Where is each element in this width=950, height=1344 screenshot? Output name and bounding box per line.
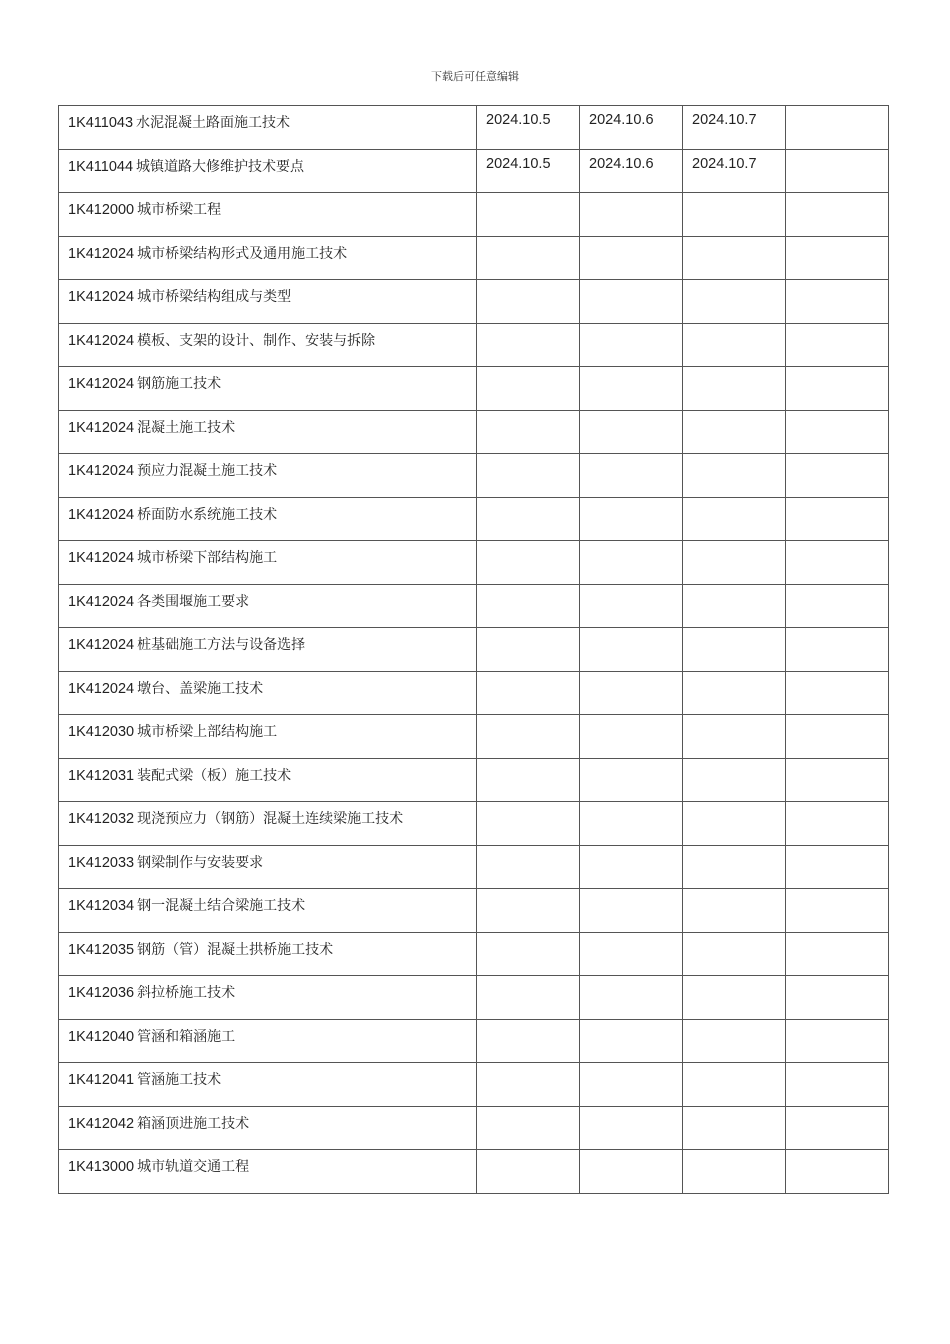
topic-title: 城镇道路大修维护技术要点: [136, 158, 305, 175]
topic-title: 城市桥梁结构组成与类型: [137, 289, 292, 305]
date-cell-3: [683, 1106, 786, 1150]
topic-code: 1K412033: [68, 854, 135, 871]
date-cell-2: [580, 1063, 683, 1107]
blank-cell: [786, 454, 889, 498]
date-cell-2: [580, 541, 683, 585]
date-cell-1: [477, 845, 580, 889]
topic-code: 1K412042: [68, 1115, 135, 1132]
topic-cell: [59, 454, 477, 498]
topic-cell: [59, 323, 477, 367]
date-cell-2: [580, 628, 683, 672]
topic-title: 城市桥梁结构形式及通用施工技术: [137, 245, 348, 262]
topic-cell: [59, 367, 477, 411]
topic-cell: [59, 106, 477, 150]
blank-cell: [786, 280, 889, 324]
topic-title: 管涵和箱涵施工: [137, 1028, 236, 1045]
topic-title: 水泥混凝土路面施工技术: [136, 115, 291, 131]
topic-cell: [59, 193, 477, 237]
blank-cell: [786, 236, 889, 280]
topic-title: 钢梁制作与安装要求: [137, 854, 264, 871]
table-row: [59, 541, 889, 585]
topic-code: 1K412024: [68, 332, 135, 349]
topic-code: 1K411043: [68, 115, 134, 131]
topic-cell: [59, 541, 477, 585]
topic-title: 现浇预应力（钢筋）混凝土连续梁施工技术: [137, 811, 404, 827]
date-cell-1: [477, 1106, 580, 1150]
blank-cell: [786, 541, 889, 585]
table-row: [59, 976, 889, 1020]
table-row: [59, 932, 889, 976]
topic-title: 桩基础施工方法与设备选择: [137, 637, 306, 653]
topic-title: 城市桥梁工程: [137, 202, 222, 218]
schedule-body: [59, 106, 889, 1194]
blank-cell: [786, 193, 889, 237]
date-cell-2: [580, 193, 683, 237]
date-cell-1: 2024.10.5: [477, 106, 580, 150]
topic-title: 装配式梁（板）施工技术: [137, 767, 292, 784]
date-cell-3: [683, 584, 786, 628]
table-row: [59, 1019, 889, 1063]
date-cell-2: [580, 584, 683, 628]
date-cell-2: [580, 932, 683, 976]
date-cell-2: [580, 845, 683, 889]
date-cell-2: [580, 323, 683, 367]
date-cell-1: [477, 628, 580, 672]
topic-cell: [59, 889, 477, 933]
date-cell-1: [477, 671, 580, 715]
date-cell-3: [683, 976, 786, 1020]
topic-title: 管涵施工技术: [137, 1072, 222, 1088]
blank-cell: [786, 1019, 889, 1063]
blank-cell: [786, 584, 889, 628]
blank-cell: [786, 323, 889, 367]
topic-code: 1K412031: [68, 767, 135, 784]
date-cell-3: [683, 932, 786, 976]
table-row: [59, 497, 889, 541]
date-cell-1: [477, 410, 580, 454]
topic-code: 1K412024: [68, 680, 135, 697]
date-cell-1: [477, 932, 580, 976]
topic-title: 各类围堰施工要求: [137, 593, 250, 610]
date-cell-2: [580, 236, 683, 280]
date-cell-3: [683, 802, 786, 846]
date-cell-2: [580, 367, 683, 411]
table-row: [59, 280, 889, 324]
date-cell-2: [580, 454, 683, 498]
date-cell-3: [683, 715, 786, 759]
table-row: [59, 149, 889, 193]
date-cell-3: [683, 628, 786, 672]
date-cell-1: [477, 889, 580, 933]
blank-cell: [786, 106, 889, 150]
date-cell-1: [477, 541, 580, 585]
date-cell-1: [477, 454, 580, 498]
table-row: [59, 584, 889, 628]
topic-code: 1K412024: [68, 376, 135, 392]
topic-cell: [59, 149, 477, 193]
table-row: [59, 715, 889, 759]
date-cell-1: [477, 976, 580, 1020]
topic-cell: [59, 932, 477, 976]
topic-title: 钢一混凝土结合梁施工技术: [137, 898, 306, 914]
header-note: 下载后可任意编辑: [431, 70, 519, 83]
date-cell-1: [477, 1019, 580, 1063]
topic-title: 预应力混凝土施工技术: [137, 463, 278, 479]
topic-cell: [59, 497, 477, 541]
topic-title: 城市桥梁下部结构施工: [137, 550, 278, 566]
date-cell-1: [477, 497, 580, 541]
date-cell-2: [580, 758, 683, 802]
date-cell-1: [477, 1150, 580, 1194]
topic-cell: [59, 410, 477, 454]
table-row: [59, 758, 889, 802]
topic-cell: [59, 1019, 477, 1063]
topic-code: 1K412024: [68, 463, 135, 479]
blank-cell: [786, 932, 889, 976]
topic-cell: [59, 758, 477, 802]
topic-title: 模板、支架的设计、制作、安装与拆除: [137, 332, 376, 349]
blank-cell: [786, 889, 889, 933]
date-cell-2: [580, 715, 683, 759]
topic-title: 混凝土施工技术: [137, 419, 236, 436]
date-cell-3: [683, 758, 786, 802]
table-row: [59, 1063, 889, 1107]
date-cell-2: [580, 976, 683, 1020]
topic-title: 箱涵顶进施工技术: [137, 1115, 250, 1132]
date-cell-2: [580, 280, 683, 324]
topic-code: 1K412032: [68, 811, 135, 827]
blank-cell: [786, 1106, 889, 1150]
date-cell-1: [477, 236, 580, 280]
table-row: [59, 802, 889, 846]
blank-cell: [786, 1063, 889, 1107]
date-cell-3: [683, 280, 786, 324]
date-cell-2: 2024.10.6: [580, 106, 683, 150]
date-cell-1: [477, 1063, 580, 1107]
date-cell-3: [683, 193, 786, 237]
date-cell-2: [580, 1150, 683, 1194]
blank-cell: [786, 497, 889, 541]
topic-code: 1K412035: [68, 941, 135, 958]
topic-code: 1K412034: [68, 898, 135, 914]
blank-cell: [786, 367, 889, 411]
topic-code: 1K412041: [68, 1072, 135, 1088]
topic-cell: [59, 1063, 477, 1107]
topic-code: 1K412024: [68, 419, 135, 436]
topic-title: 城市桥梁上部结构施工: [137, 724, 278, 740]
date-cell-2: 2024.10.6: [580, 149, 683, 193]
topic-code: 1K412024: [68, 550, 135, 566]
date-cell-3: [683, 671, 786, 715]
topic-cell: [59, 628, 477, 672]
date-cell-1: [477, 280, 580, 324]
blank-cell: [786, 802, 889, 846]
date-cell-3: [683, 845, 786, 889]
table-row: [59, 367, 889, 411]
topic-cell: [59, 1150, 477, 1194]
table-row: [59, 628, 889, 672]
topic-code: 1K412030: [68, 724, 135, 740]
date-cell-1: [477, 367, 580, 411]
blank-cell: [786, 149, 889, 193]
blank-cell: [786, 410, 889, 454]
topic-cell: [59, 280, 477, 324]
date-cell-3: [683, 497, 786, 541]
date-cell-3: [683, 410, 786, 454]
topic-cell: [59, 802, 477, 846]
table-row: [59, 193, 889, 237]
topic-code: 1K412036: [68, 985, 135, 1001]
topic-title: 桥面防水系统施工技术: [137, 506, 278, 523]
blank-cell: [786, 628, 889, 672]
date-cell-2: [580, 410, 683, 454]
topic-code: 1K412000: [68, 202, 135, 218]
date-cell-3: [683, 1019, 786, 1063]
table-row: [59, 106, 889, 150]
topic-cell: [59, 976, 477, 1020]
topic-title: 钢筋施工技术: [137, 376, 222, 392]
topic-cell: [59, 715, 477, 759]
table-row: [59, 1150, 889, 1194]
topic-title: 斜拉桥施工技术: [137, 985, 236, 1001]
study-schedule-table: [58, 105, 889, 1194]
blank-cell: [786, 845, 889, 889]
date-cell-2: [580, 889, 683, 933]
topic-title: 城市轨道交通工程: [137, 1159, 250, 1175]
date-cell-3: [683, 1150, 786, 1194]
topic-code: 1K413000: [68, 1159, 135, 1175]
date-cell-2: [580, 1019, 683, 1063]
topic-code: 1K412024: [68, 289, 135, 305]
blank-cell: [786, 976, 889, 1020]
topic-cell: [59, 845, 477, 889]
date-cell-3: [683, 236, 786, 280]
topic-code: 1K412024: [68, 245, 135, 262]
topic-cell: [59, 671, 477, 715]
table-row: [59, 410, 889, 454]
blank-cell: [786, 671, 889, 715]
date-cell-1: [477, 323, 580, 367]
blank-cell: [786, 715, 889, 759]
topic-cell: [59, 1106, 477, 1150]
topic-title: 墩台、盖梁施工技术: [137, 680, 264, 697]
date-cell-3: [683, 889, 786, 933]
topic-code: 1K412024: [68, 506, 135, 523]
topic-cell: [59, 584, 477, 628]
topic-code: 1K411044: [68, 158, 134, 175]
date-cell-2: [580, 497, 683, 541]
date-cell-2: [580, 802, 683, 846]
date-cell-3: 2024.10.7: [683, 106, 786, 150]
date-cell-2: [580, 671, 683, 715]
date-cell-3: [683, 1063, 786, 1107]
date-cell-1: [477, 715, 580, 759]
table-row: [59, 671, 889, 715]
date-cell-3: [683, 323, 786, 367]
date-cell-3: [683, 454, 786, 498]
date-cell-3: [683, 367, 786, 411]
topic-cell: [59, 236, 477, 280]
date-cell-3: 2024.10.7: [683, 149, 786, 193]
date-cell-1: [477, 758, 580, 802]
table-row: [59, 454, 889, 498]
topic-code: 1K412024: [68, 637, 135, 653]
date-cell-2: [580, 1106, 683, 1150]
table-row: [59, 323, 889, 367]
topic-title: 钢筋（管）混凝土拱桥施工技术: [137, 941, 334, 958]
date-cell-1: 2024.10.5: [477, 149, 580, 193]
topic-code: 1K412040: [68, 1028, 135, 1045]
blank-cell: [786, 1150, 889, 1194]
table-row: [59, 1106, 889, 1150]
date-cell-1: [477, 584, 580, 628]
blank-cell: [786, 758, 889, 802]
table-row: [59, 845, 889, 889]
date-cell-1: [477, 193, 580, 237]
table-row: [59, 889, 889, 933]
date-cell-1: [477, 802, 580, 846]
date-cell-3: [683, 541, 786, 585]
table-row: [59, 236, 889, 280]
topic-code: 1K412024: [68, 593, 135, 610]
